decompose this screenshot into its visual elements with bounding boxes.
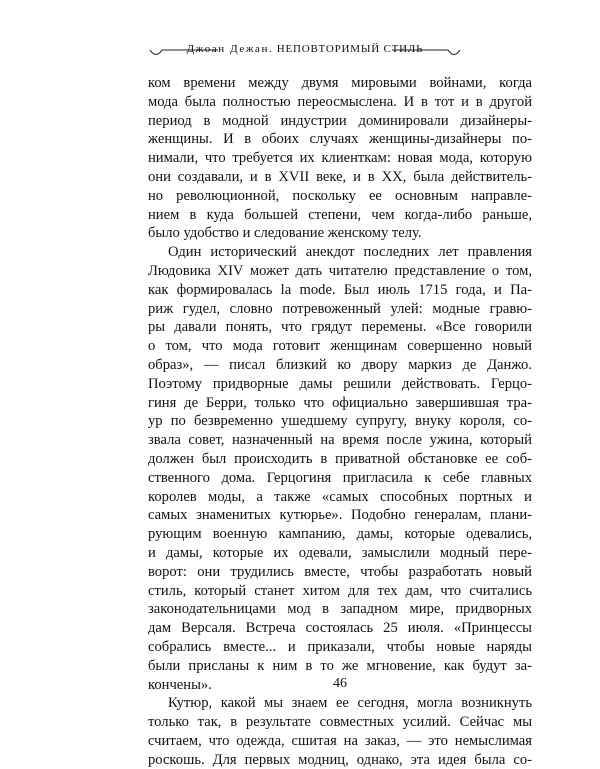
text-line: Поэтому придворные дамы решили действовать. Герцо- bbox=[148, 375, 532, 392]
text-line: женщины. И в обоих случаях женщины-дизайнеры по- bbox=[148, 131, 532, 148]
text-line: самых знаменитых кутюрье». Подобно генералам, плани- bbox=[148, 507, 532, 524]
text-line: считаем, что одежда, сшитая на заказ, — это немыслимая bbox=[148, 732, 532, 749]
running-head-title: НЕПОВТОРИМЫЙ СТИЛЬ bbox=[276, 43, 424, 55]
text-line: должен был происходить в приватной обстановке ее соб- bbox=[148, 450, 532, 467]
text-line: рующим военную кампанию, дамы, которые одевались, bbox=[148, 526, 532, 543]
text-line: они создавали, и в XVII веке, и в XX, была действитель- bbox=[148, 168, 532, 185]
text-line: Один исторический анекдот последних лет правления bbox=[168, 244, 532, 261]
page-number: 46 bbox=[333, 676, 347, 691]
text-line: было удобство и следование женскому телу. bbox=[148, 225, 422, 242]
text-line: риж гудел, словно потревоженный улей: модные гравю- bbox=[148, 300, 532, 317]
text-line: как формировалась la mode. Был июль 1715 года, и Па- bbox=[148, 281, 532, 298]
text-line: о том, что мода готовит женщинам совершенно новый bbox=[148, 338, 532, 355]
text-line: Людовика XIV может дать читателю представление о том, bbox=[148, 262, 532, 279]
running-head-text bbox=[148, 42, 462, 56]
running-head-author: Джоан Дежан. bbox=[186, 43, 274, 55]
text-line: ком времени между двумя мировыми войнами, когда bbox=[148, 75, 532, 91]
text-line: и дамы, которые их одевали, замыслили модный пере- bbox=[148, 544, 532, 561]
text-line: нием в куда большей степени, чем когда-либо раньше, bbox=[148, 206, 532, 223]
text-line: королев моды, а также «самых способных портных и bbox=[148, 488, 532, 505]
text-line: но революционной, поскольку ее основным направле- bbox=[148, 187, 532, 204]
body-text bbox=[148, 74, 532, 769]
text-line: собрались вместе... и приказали, чтобы новые наряды bbox=[148, 638, 532, 655]
text-line: ур по безвременно ушедшему супругу, внуку короля, со- bbox=[148, 413, 532, 430]
text-line: гиня де Берри, только что официально завершившая тра- bbox=[148, 394, 532, 411]
text-line: мода была полностью переосмыслена. И в тот и в другой bbox=[148, 93, 532, 110]
text-line: кончены». bbox=[148, 676, 212, 693]
text-line: ворот: они трудились вместе, чтобы разработать новый bbox=[148, 563, 532, 580]
text-line: дам Версаля. Встреча состоялась 25 июля. «Принцессы bbox=[148, 620, 532, 637]
running-head bbox=[148, 40, 462, 60]
text-line: только так, в результате совместных усилий. Сейчас мы bbox=[148, 714, 532, 731]
text-line: Кутюр, какой мы знаем ее сегодня, могла возникнуть bbox=[168, 695, 532, 712]
text-line: законодательницами мод в западном мире, придворных bbox=[148, 601, 532, 618]
text-line: звала совет, назначенный на время после ужина, который bbox=[148, 432, 532, 449]
text-line: ры давали понять, что грядут перемены. «Все говорили bbox=[148, 319, 532, 336]
text-line: были присланы к ним в то же мгновение, как будут за- bbox=[148, 657, 532, 674]
text-line: роскошь. Для первых модниц, однако, эта идея была со- bbox=[148, 751, 532, 768]
text-line: образ», — писал близкий ко двору маркиз де Данжо. bbox=[148, 356, 532, 373]
text-line: нимали, что требуется их клиенткам: новая мода, которую bbox=[148, 150, 532, 167]
text-line: стиль, который станет хитом для тех дам, что считались bbox=[148, 582, 532, 599]
text-line: период в модной индустрии доминировали дизайнеры- bbox=[148, 112, 532, 129]
text-line: ственного дома. Герцогиня пригласила к себе главных bbox=[148, 469, 532, 486]
